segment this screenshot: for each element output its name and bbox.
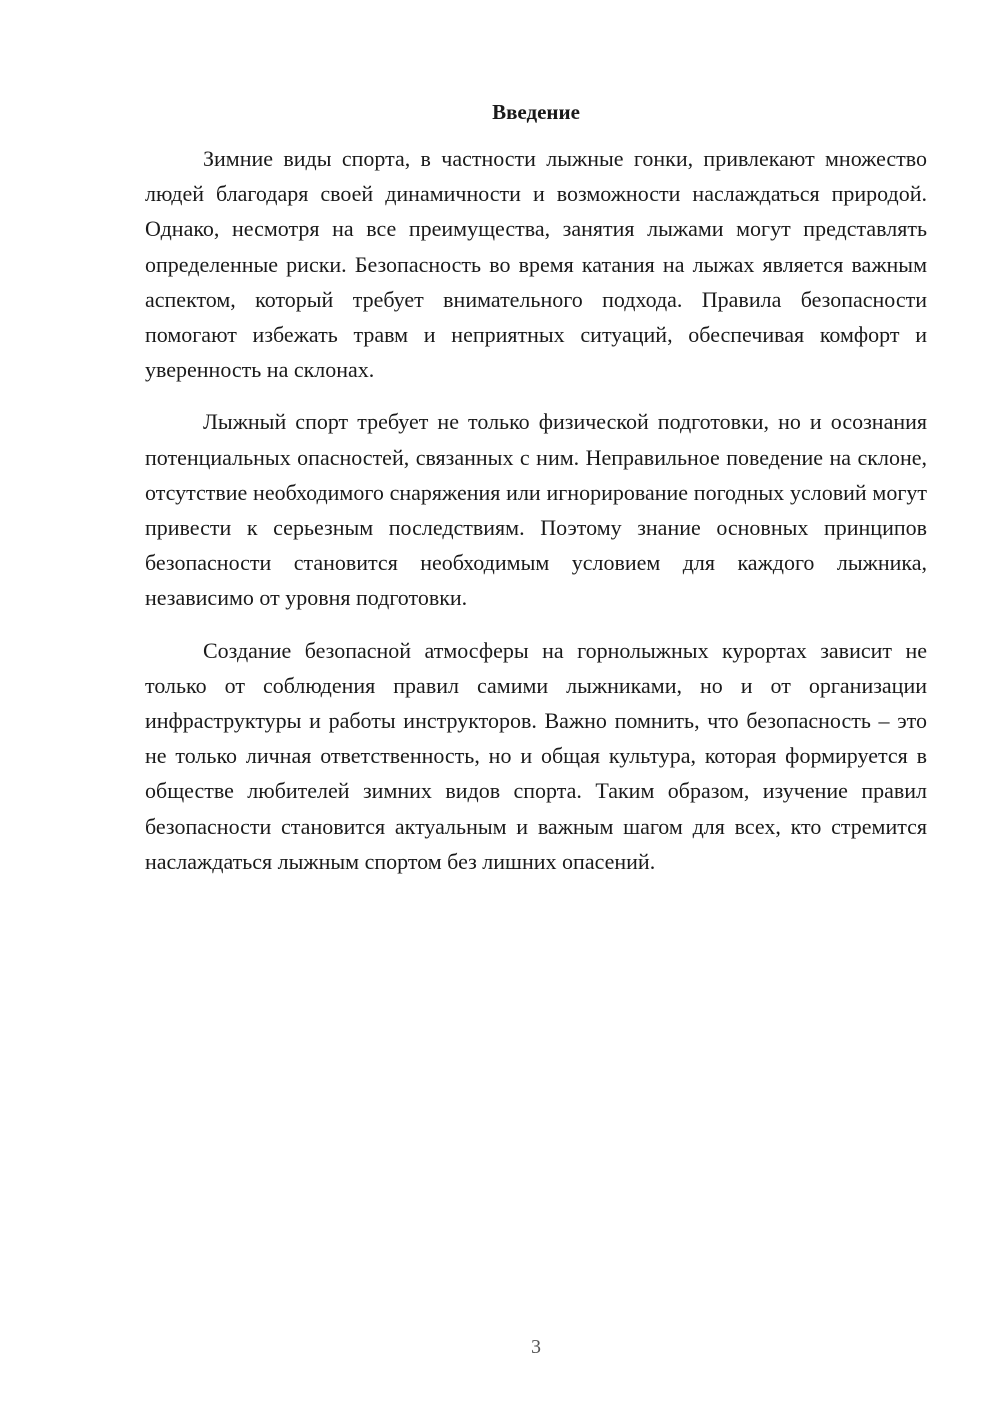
paragraph: Зимние виды спорта, в частности лыжные гонки, привлекают множество людей благодаря своей динамичности и возможности наслаждаться природой. Однако, несмотря на все преимущества, занятия лыжами могут представлять определенные риски. Безопасность во время катания на лыжах является важным аспектом, который требует внимательного подхода. Правила безопасности помогают избежать травм и неприятных ситуаций, обеспечивая комфорт и уверенность на склонах. bbox=[145, 146, 927, 383]
paragraph: Создание безопасной атмосферы на горнолыжных курортах зависит не только от соблюдения правил самими лыжниками, но и от организации инфраструктуры и работы инструкторов. Важно помнить, что безопасность – это не только личная ответственность, но и общая культура, которая формируется в обществе любителей зимних видов спорта. Таким образом, изучение правил безопасности становится актуальным и важным шагом для всех, кто стремится наслаждаться лыжным спортом без лишних опасений. bbox=[145, 637, 927, 874]
section-heading: Введение bbox=[492, 100, 580, 124]
page-number: 3 bbox=[531, 1336, 541, 1358]
document-body bbox=[145, 141, 927, 896]
paragraph: Лыжный спорт требует не только физической подготовки, но и осознания потенциальных опасностей, связанных с ним. Неправильное поведение на склоне, отсутствие необходимого снаряжения или игнорирование погодных условий могут привести к серьезным последствиям. Поэтому знание основных принципов безопасности становится необходимым условием для каждого лыжника, независимо от уровня подготовки. bbox=[145, 409, 927, 611]
